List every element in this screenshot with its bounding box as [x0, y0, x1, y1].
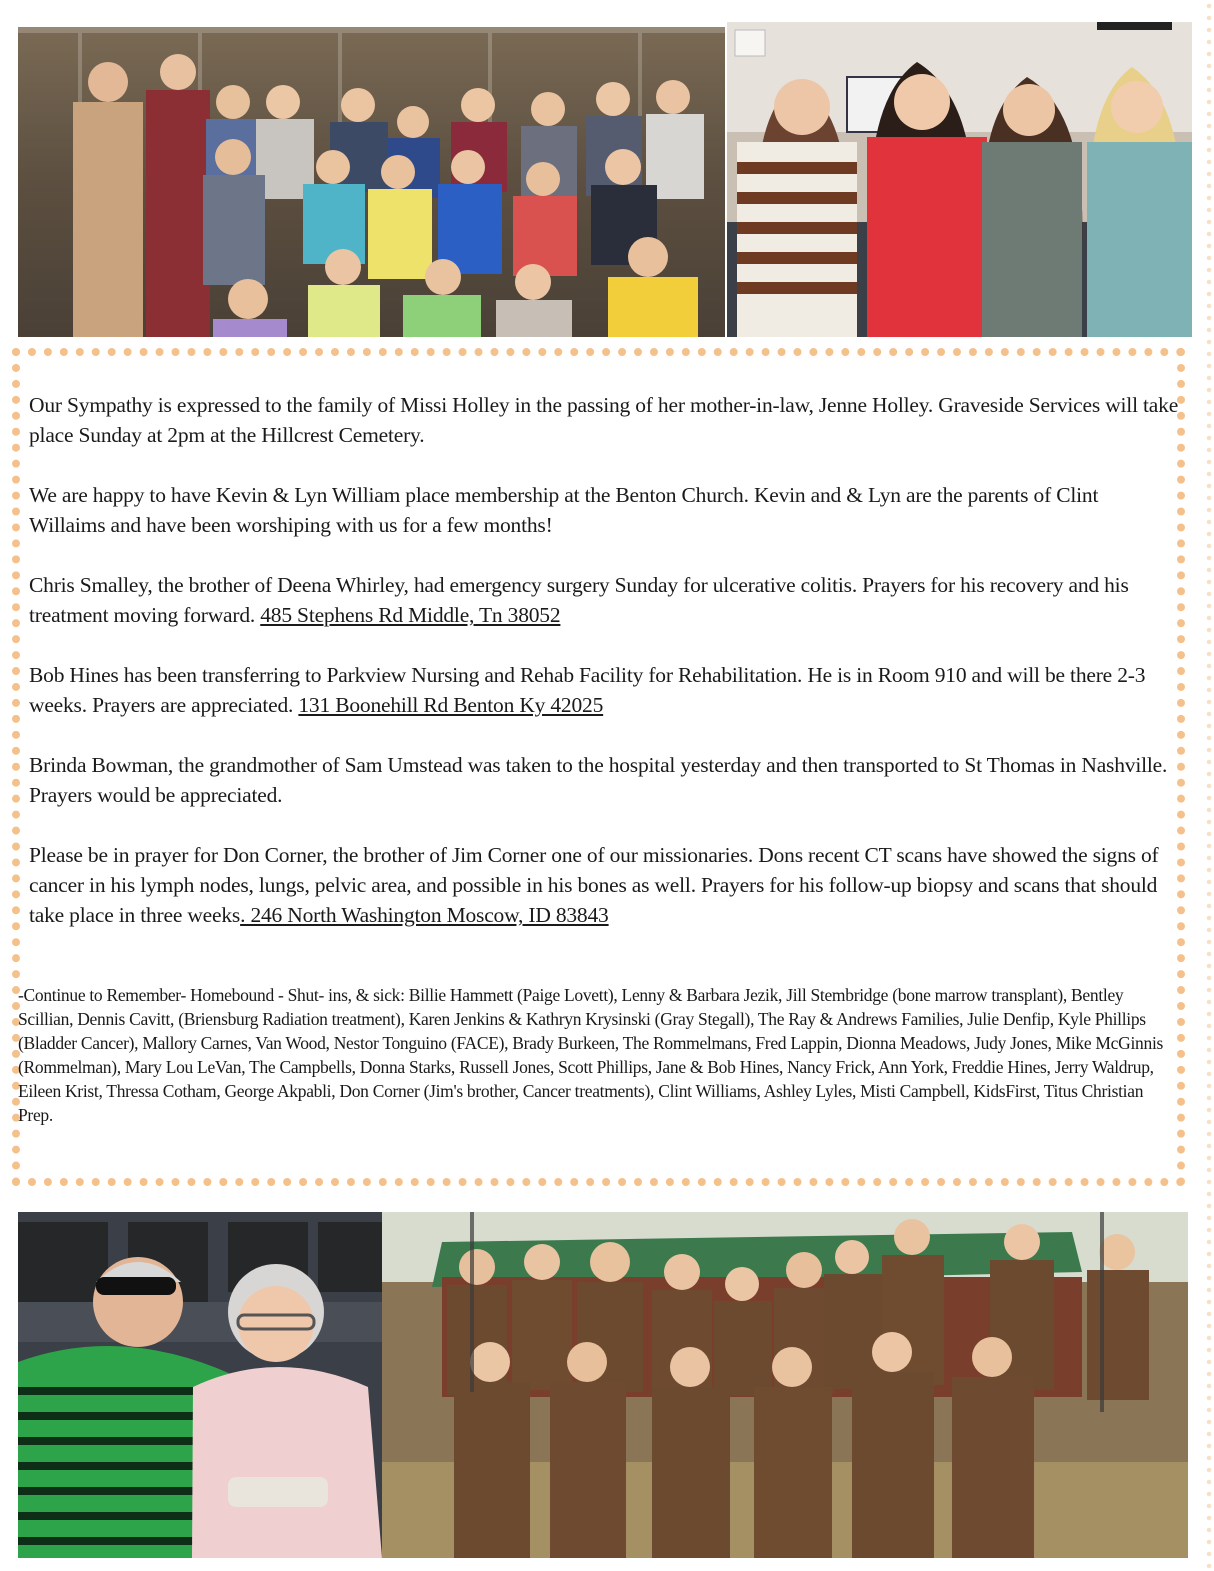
gather-group-photo	[382, 1212, 1188, 1558]
announcement-corner: Please be in prayer for Don Corner, the brother of Jim Corner one of our missionaries. Dons recent CT scans have showed the signs of cancer in his lymph nodes, lungs, pelvic area, and possible in his bones as well. Prayers for his follow-up biopsy and scans that should take place in three weeks. 246 North Washington Moscow, ID 83843	[29, 843, 1159, 927]
announcement-bowman: Brinda Bowman, the grandmother of Sam Umstead was taken to the hospital yesterday and then transported to St Thomas in Nashville. Prayers would be appreciated.	[29, 753, 1168, 807]
friends-photo	[727, 22, 1192, 337]
announcement-sympathy: Our Sympathy is expressed to the family of Missi Holley in the passing of her mother-in-law, Jenne Holley. Graveside Services will take place Sunday at 2pm at the Hillcrest Cemetery.	[29, 393, 1179, 447]
announcements-list	[29, 390, 1179, 960]
mailing-address: 485 Stephens Rd Middle, Tn 38052	[260, 603, 561, 627]
announcement-membership: We are happy to have Kevin & Lyn William place membership at the Benton Church. Kevin and & Lyn are the parents of Clint Willaims and have been worshiping with us for a few months!	[29, 483, 1099, 537]
youth-group-photo	[18, 27, 725, 337]
page-edge-border	[1206, 0, 1212, 1571]
group-photo-icon	[727, 22, 1192, 337]
group-photo-icon	[382, 1212, 1188, 1558]
mailing-address: . 246 North Washington Moscow, ID 83843	[240, 903, 609, 927]
couple-photo	[18, 1212, 382, 1558]
remember-list: -Continue to Remember- Homebound - Shut- ins, & sick: Billie Hammett (Paige Lovett), Lenny & Barbara Jezik, Jill Stembridge (bone marrow transplant), Bentley Scillian, Dennis Cavitt, (Briensburg Radiation treatment), Karen Jenkins & Kathryn Krysinski (Gray Stegall), The Ray & Andrews Families, Julie Denfip, Kyle Phillips (Bladder Cancer), Mallory Carnes, Van Wood, Nestor Tonguino (FACE), Brady Burkeen, The Rommelmans, Fred Lappin, Dionna Meadows, Judy Jones, Mike McGinnis (Rommelman), Mary Lou LeVan, The Campbells, Donna Starks, Russell Jones, Scott Phillips, Jane & Bob Hines, Nancy Frick, Ann York, Freddie Hines, Jerry Waldrup, Eileen Krist, Thressa Cotham, George Akpabli, Don Corner (Jim's brother, Cancer treatments), Clint Williams, Ashley Lyles, Misti Campbell, KidsFirst, Titus Christian Prep.	[18, 985, 1164, 1125]
announcement-smalley: Chris Smalley, the brother of Deena Whirley, had emergency surgery Sunday for ulcerative colitis. Prayers for his recovery and his treatment moving forward. 485 Stephens Rd Middle, Tn 38052	[29, 573, 1129, 627]
mailing-address: 131 Boonehill Rd Benton Ky 42025	[298, 693, 604, 717]
announcement-hines: Bob Hines has been transferring to Parkview Nursing and Rehab Facility for Rehabilitation. He is in Room 910 and will be there 2-3 weeks. Prayers are appreciated. 131 Boonehill Rd Benton Ky 42025	[29, 663, 1146, 717]
group-photo-icon	[18, 27, 725, 337]
portrait-photo-icon	[18, 1212, 382, 1558]
